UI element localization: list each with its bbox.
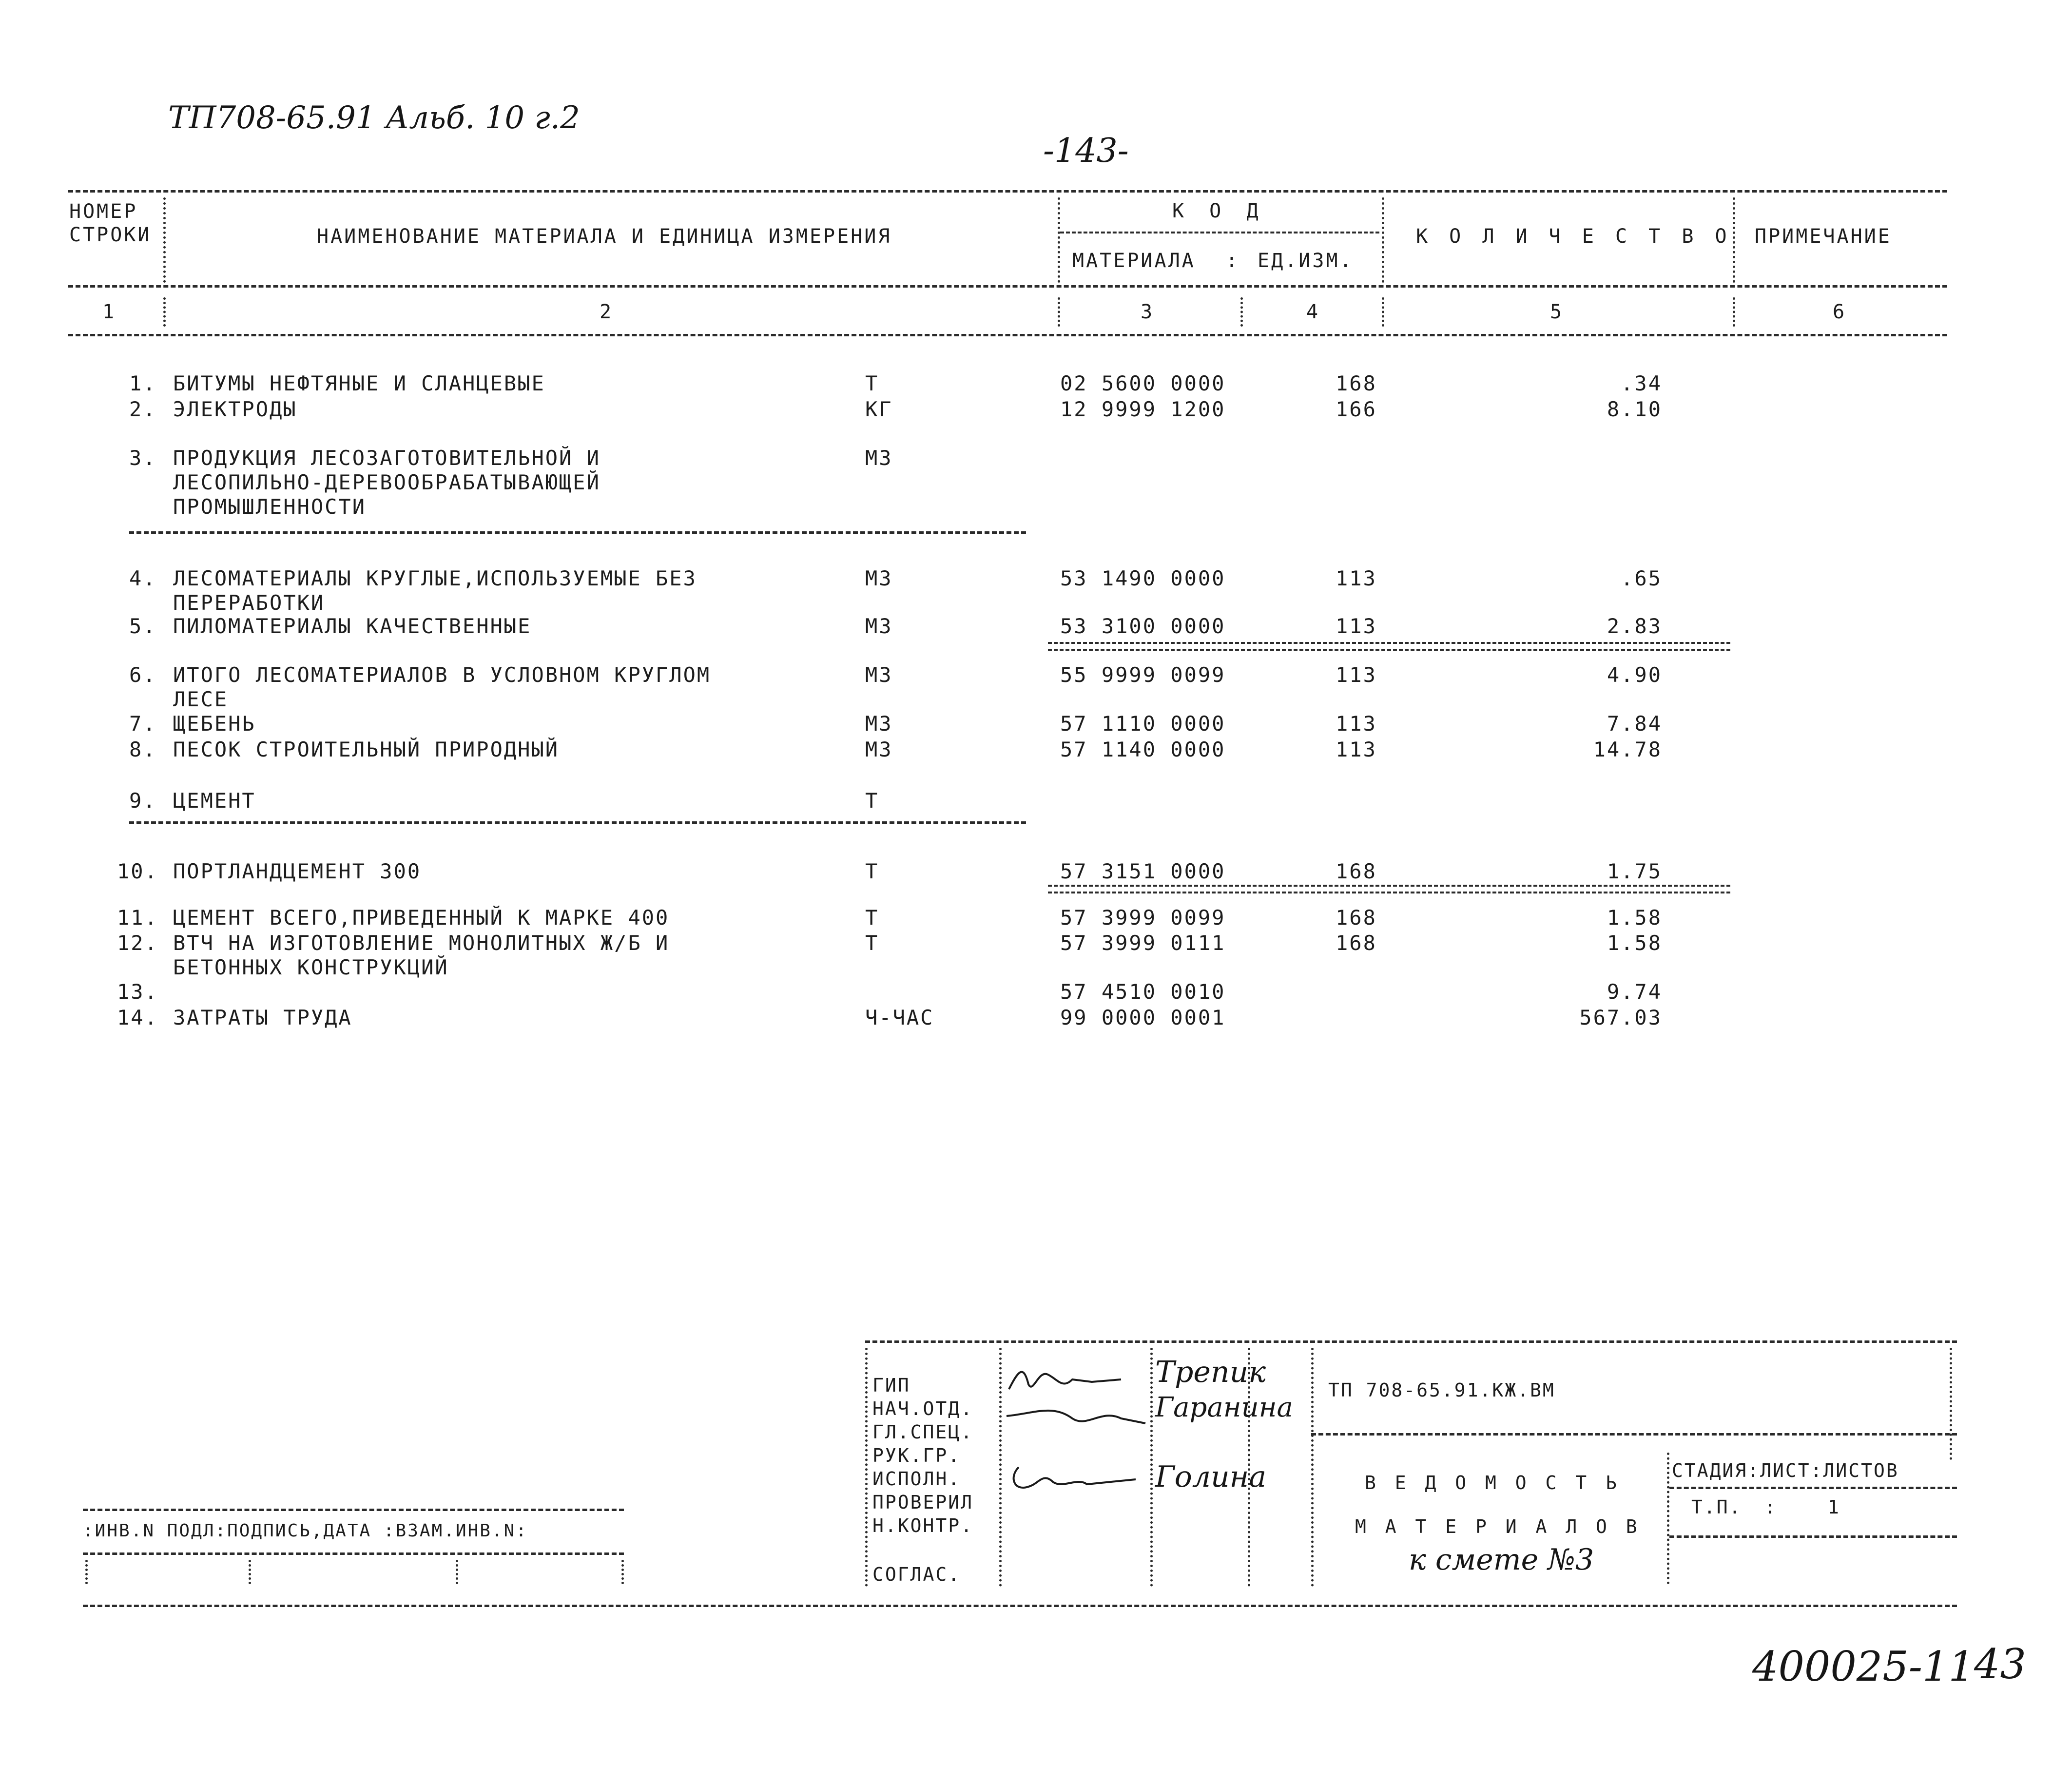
row-number: 14. (117, 1006, 158, 1029)
unit-code: 113 (1336, 614, 1377, 638)
archive-number: 400025-11 (1752, 1643, 1975, 1690)
role-label: РУК.ГР. (872, 1445, 961, 1466)
row-number: 11. (117, 906, 158, 930)
material-code: 57 1110 0000 (1060, 712, 1226, 736)
role-label: НАЧ.ОТД. (872, 1398, 974, 1419)
header-row-number: НОМЕР СТРОКИ (69, 200, 152, 246)
role-label: ГИП (872, 1375, 910, 1396)
row-number: 1. (129, 371, 157, 395)
column-number: 2 (600, 301, 614, 323)
material-name: ПИЛОМАТЕРИАЛЫ КАЧЕСТВЕННЫЕ (173, 614, 532, 638)
unit: М3 (865, 663, 893, 687)
header-quantity: К О Л И Ч Е С Т В О (1416, 225, 1732, 248)
group-divider (129, 531, 1026, 534)
quantity: .65 (1621, 566, 1662, 590)
sheet-value: 1 (1828, 1496, 1840, 1518)
column-number: 6 (1833, 301, 1847, 323)
header-note: ПРИМЕЧАНИЕ (1755, 225, 1892, 248)
signature-ispoln (1004, 1457, 1150, 1496)
material-name: ЭЛЕКТРОДЫ (173, 397, 297, 421)
column-number: 4 (1306, 301, 1320, 323)
material-name: ПРОДУКЦИЯ ЛЕСОЗАГОТОВИТЕЛЬНОЙ И ЛЕСОПИЛЬНО-ДЕРЕВООБРАБАТЫВАЮЩЕЙ ПРОМЫШЛЕННОСТИ (173, 446, 600, 519)
unit: М3 (865, 737, 893, 761)
material-name: ЗАТРАТЫ ТРУДА (173, 1006, 352, 1029)
quantity: 7.84 (1607, 712, 1662, 736)
handwritten-reference: ТП708-65.91 Альб. 10 г.2 (168, 100, 580, 136)
unit: Т (865, 931, 879, 955)
row-number: 5. (129, 614, 157, 638)
quantity: 1.75 (1607, 859, 1662, 883)
quantity: 8.10 (1607, 397, 1662, 421)
quantity: 1.58 (1607, 906, 1662, 930)
header-code-material: МАТЕРИАЛА (1072, 250, 1196, 272)
unit-code: 113 (1336, 663, 1377, 687)
material-name: ЛЕСОМАТЕРИАЛЫ КРУГЛЫЕ,ИСПОЛЬЗУЕМЫЕ БЕЗ ПЕРЕРАБОТКИ (173, 566, 697, 615)
material-name: БИТУМЫ НЕФТЯНЫЕ И СЛАНЦЕВЫЕ (173, 371, 545, 395)
unit: Ч-ЧАС (865, 1006, 934, 1029)
material-name: ВТЧ НА ИЗГОТОВЛЕНИЕ МОНОЛИТНЫХ Ж/Б И БЕТОННЫХ КОНСТРУКЦИЙ (173, 931, 670, 979)
unit: КГ (865, 397, 893, 421)
unit: Т (865, 906, 879, 930)
stage-value: Т.П. (1691, 1496, 1742, 1518)
unit-code: 168 (1336, 931, 1377, 955)
quantity: 2.83 (1607, 614, 1662, 638)
row-number: 3. (129, 446, 157, 470)
quantity: 1.58 (1607, 931, 1662, 955)
material-code: 57 3999 0099 (1060, 906, 1226, 930)
unit-code: 168 (1336, 371, 1377, 395)
signature-name: Гаранина (1155, 1392, 1293, 1423)
row-number: 10. (117, 859, 158, 883)
material-name: ЦЕМЕНТ ВСЕГО,ПРИВЕДЕННЫЙ К МАРКЕ 400 (173, 906, 670, 930)
unit: Т (865, 371, 879, 395)
role-label: Н.КОНТР. (872, 1515, 974, 1536)
total-divider (1048, 642, 1730, 651)
material-name: ПЕСОК СТРОИТЕЛЬНЫЙ ПРИРОДНЫЙ (173, 737, 560, 761)
total-divider (1048, 885, 1730, 893)
row-number: 9. (129, 789, 157, 813)
material-code: 55 9999 0099 (1060, 663, 1226, 687)
row-number: 12. (117, 931, 158, 955)
material-name: ИТОГО ЛЕСОМАТЕРИАЛОВ В УСЛОВНОМ КРУГЛОМ ЛЕСЕ (173, 663, 711, 711)
material-name: ЦЕМЕНТ (173, 789, 256, 813)
material-code: 57 3999 0111 (1060, 931, 1226, 955)
material-code: 02 5600 0000 (1060, 371, 1226, 395)
role-label: СОГЛАС. (872, 1564, 961, 1585)
bottom-frame-line (83, 1605, 1957, 1607)
row-number: 13. (117, 980, 158, 1004)
document-code: ТП 708-65.91.КЖ.ВМ (1328, 1379, 1555, 1401)
unit-code: 113 (1336, 566, 1377, 590)
role-label: ПРОВЕРИЛ (872, 1492, 974, 1513)
group-divider (129, 821, 1026, 824)
signature-nach-otd (1004, 1394, 1155, 1428)
quantity: 4.90 (1607, 663, 1662, 687)
unit: Т (865, 859, 879, 883)
row-number: 2. (129, 397, 157, 421)
role-label: ГЛ.СПЕЦ. (872, 1421, 974, 1443)
material-code: 53 3100 0000 (1060, 614, 1226, 638)
unit-code: 166 (1336, 397, 1377, 421)
row-number: 8. (129, 737, 157, 761)
quantity: .34 (1621, 371, 1662, 395)
row-number: 6. (129, 663, 157, 687)
document-title-handwritten: к смете №3 (1409, 1543, 1594, 1577)
material-code: 53 1490 0000 (1060, 566, 1226, 590)
unit-code: 168 (1336, 859, 1377, 883)
quantity: 14.78 (1593, 737, 1662, 761)
header-name: НАИМЕНОВАНИЕ МАТЕРИАЛА И ЕДИНИЦА ИЗМЕРЕНИЯ (317, 225, 892, 248)
material-code: 57 3151 0000 (1060, 859, 1226, 883)
material-code: 57 1140 0000 (1060, 737, 1226, 761)
unit: М3 (865, 566, 893, 590)
material-name: ПОРТЛАНДЦЕМЕНТ 300 (173, 859, 422, 883)
inventory-header: :ИНВ.N ПОДЛ:ПОДПИСЬ,ДАТА :ВЗАМ.ИНВ.N: (83, 1521, 528, 1541)
signature-name: Голина (1155, 1460, 1266, 1494)
header-code-unit: ЕД.ИЗМ. (1258, 250, 1354, 272)
signature-name: Трепик (1155, 1355, 1266, 1389)
row-number: 4. (129, 566, 157, 590)
column-number: 5 (1550, 301, 1564, 323)
unit: М3 (865, 712, 893, 736)
page-number: -143- (1043, 132, 1129, 170)
page-number-handwritten: 43 (1974, 1640, 2026, 1688)
unit-code: 113 (1336, 737, 1377, 761)
material-code: 99 0000 0001 (1060, 1006, 1226, 1029)
unit-code: 113 (1336, 712, 1377, 736)
document-title-line1: В Е Д О М О С Т Ь (1365, 1472, 1621, 1494)
unit-code: 168 (1336, 906, 1377, 930)
stage-header: СТАДИЯ:ЛИСТ:ЛИСТОВ (1672, 1460, 1899, 1481)
quantity: 9.74 (1607, 980, 1662, 1004)
material-code: 12 9999 1200 (1060, 397, 1226, 421)
header-code: К О Д (1172, 200, 1265, 222)
unit: М3 (865, 446, 893, 470)
unit: Т (865, 789, 879, 813)
role-label: ИСПОЛН. (872, 1468, 961, 1490)
quantity: 567.03 (1579, 1006, 1662, 1029)
row-number: 7. (129, 712, 157, 736)
unit: М3 (865, 614, 893, 638)
material-code: 57 4510 0010 (1060, 980, 1226, 1004)
column-number: 3 (1141, 301, 1155, 323)
document-title-line2: М А Т Е Р И А Л О В (1355, 1516, 1641, 1537)
material-name: ЩЕБЕНЬ (173, 712, 256, 736)
column-number: 1 (102, 301, 116, 323)
